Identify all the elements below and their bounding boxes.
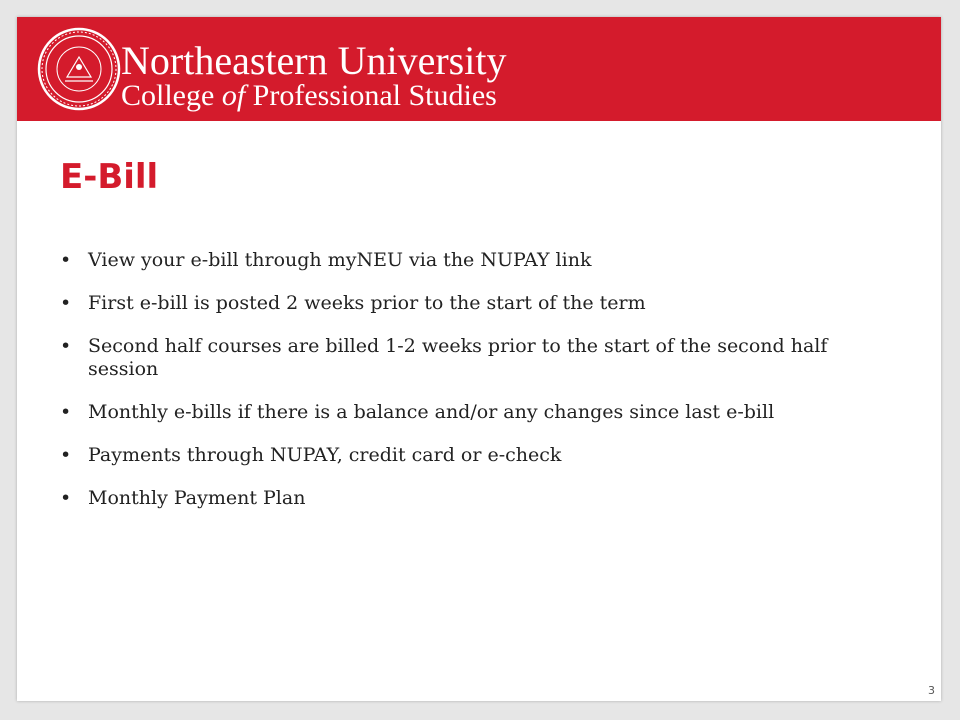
- bullet-text: Monthly Payment Plan: [88, 487, 306, 509]
- university-name: Northeastern University: [121, 38, 507, 83]
- list-item: • Monthly e-bills if there is a balance and/or any changes since last e-bill: [60, 401, 775, 423]
- bullet-text: Payments through NUPAY, credit card or e-check: [88, 444, 562, 466]
- slide: [17, 17, 941, 701]
- bullet-list: [60, 249, 860, 530]
- college-name-of: of: [221, 79, 246, 112]
- bullet-text: Second half courses are billed 1-2 weeks prior to the start of the second half session: [88, 335, 828, 380]
- college-name-suffix: Professional Studies: [245, 79, 497, 112]
- bullet-text: First e-bill is posted 2 weeks prior to the start of the term: [88, 292, 646, 314]
- slide-number: 3: [928, 684, 935, 697]
- bullet-text: Monthly e-bills if there is a balance and/or any changes since last e-bill: [88, 401, 775, 423]
- list-item: • First e-bill is posted 2 weeks prior to the start of the term: [60, 292, 646, 314]
- bullet-text: View your e-bill through myNEU via the NUPAY link: [88, 249, 592, 271]
- university-seal-icon: [37, 27, 121, 111]
- list-item: • Payments through NUPAY, credit card or e-check: [60, 444, 562, 466]
- college-name-prefix: College: [121, 79, 222, 112]
- college-name: [121, 80, 497, 112]
- list-item: • View your e-bill through myNEU via the NUPAY link: [60, 249, 592, 271]
- list-item: • Second half courses are billed 1-2 weeks prior to the start of the second half session: [60, 335, 828, 380]
- slide-title: E-Bill: [60, 157, 159, 197]
- header-banner: [17, 17, 941, 121]
- list-item: • Monthly Payment Plan: [60, 487, 306, 509]
